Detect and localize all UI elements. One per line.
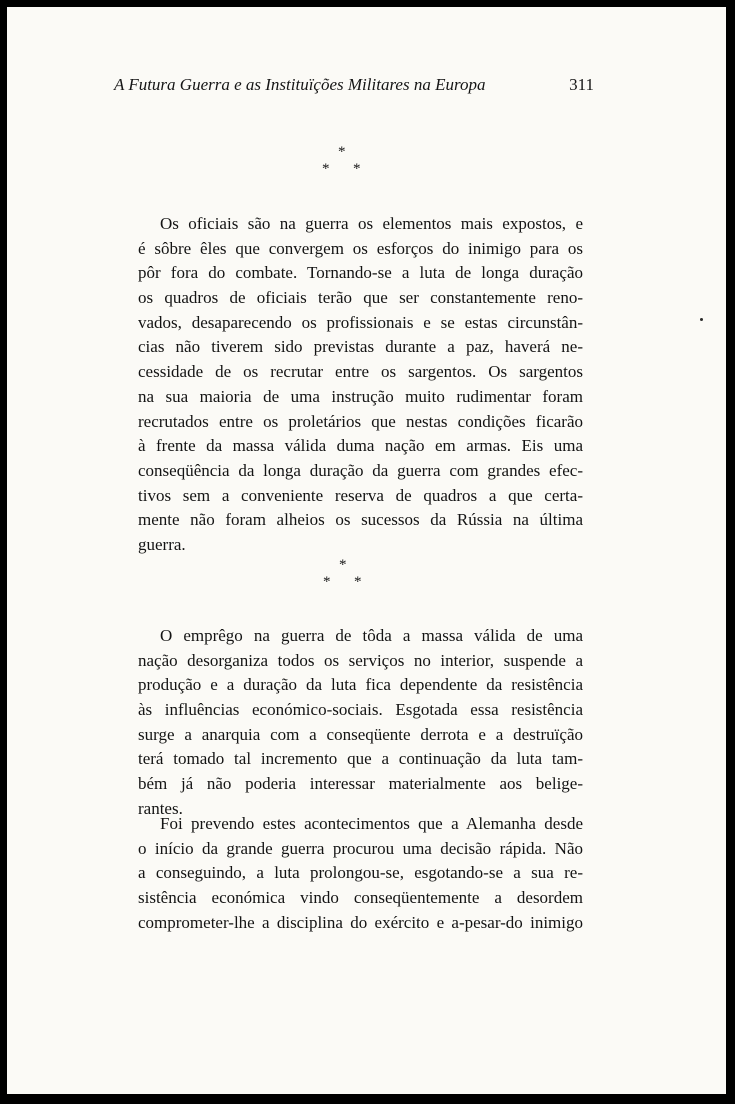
paragraph-officers bbox=[138, 212, 583, 558]
text-line: mente não foram alheios os sucessos da Rússia na última bbox=[138, 510, 583, 530]
text-line: Foi prevendo estes acontecimentos que a Alemanha desde bbox=[160, 814, 583, 833]
book-page bbox=[7, 7, 726, 1094]
paragraph-germany bbox=[138, 812, 583, 935]
text-line: bém já não poderia interessar materialmente aos belige- bbox=[138, 774, 583, 794]
text-line: O emprêgo na guerra de tôda a massa válida de uma bbox=[160, 626, 583, 645]
text-line: guerra. bbox=[138, 534, 186, 554]
running-title: A Futura Guerra e as Instituïções Militares na Europa bbox=[114, 75, 486, 94]
text-line: nação desorganiza todos os serviços no interior, suspende a bbox=[138, 650, 583, 670]
text-line: rantes. bbox=[138, 798, 183, 818]
text-line: sistência económica vindo conseqüentemente a desordem bbox=[138, 888, 583, 908]
section-asterism bbox=[323, 558, 363, 592]
text-line: recrutados entre os proletários que nestas condições ficarão bbox=[138, 411, 583, 431]
text-line: pôr fora do combate. Tornando-se a luta de longa duração bbox=[138, 263, 583, 283]
text-line: a conseguindo, a luta prolongou-se, esgotando-se a sua re- bbox=[138, 863, 583, 883]
asterism-star: * bbox=[354, 574, 362, 590]
text-line: na sua maioria de uma instrução muito rudimentar foram bbox=[138, 386, 583, 406]
text-line: vados, desaparecendo os profissionais e se estas circunstân- bbox=[138, 312, 583, 332]
text-line: surge a anarquia com a conseqüente derrota e a destruïção bbox=[138, 724, 583, 744]
text-line: tivos sem a conveniente reserva de quadros a que certa- bbox=[138, 485, 583, 505]
running-head bbox=[114, 75, 594, 99]
text-line: cias não tiverem sido previstas durante a paz, haverá ne- bbox=[138, 337, 583, 357]
asterism-star: * bbox=[338, 144, 346, 160]
text-line: cessidade de os recrutar entre os sargentos. Os sargentos bbox=[138, 362, 583, 382]
paragraph-mass-mobilization bbox=[138, 624, 583, 822]
asterism-star: * bbox=[339, 557, 347, 573]
text-line: à frente da massa válida duma nação em armas. Eis uma bbox=[138, 436, 583, 456]
page-number: 311 bbox=[569, 75, 594, 94]
asterism-star: * bbox=[322, 161, 330, 177]
text-line: conseqüência da longa duração da guerra com grandes efec- bbox=[138, 460, 583, 480]
scan-speck bbox=[700, 318, 703, 321]
text-line: terá tomado tal incremento que a continuação da luta tam- bbox=[138, 749, 583, 769]
asterism-star: * bbox=[353, 161, 361, 177]
text-line: comprometer-lhe a disciplina do exército e a-pesar-do inimigo bbox=[138, 912, 583, 932]
section-asterism bbox=[322, 145, 362, 179]
asterism-star: * bbox=[323, 574, 331, 590]
text-line: o início da grande guerra procurou uma decisão rápida. Não bbox=[138, 838, 583, 858]
text-line: Os oficiais são na guerra os elementos mais expostos, e bbox=[160, 214, 583, 233]
text-line: às influências económico-sociais. Esgotada essa resistência bbox=[138, 700, 583, 720]
text-line: produção e a duração da luta fica dependente da resistência bbox=[138, 675, 583, 695]
text-line: é sôbre êles que convergem os esforços do inimigo para os bbox=[138, 238, 583, 258]
text-line: os quadros de oficiais terão que ser constantemente reno- bbox=[138, 288, 583, 308]
